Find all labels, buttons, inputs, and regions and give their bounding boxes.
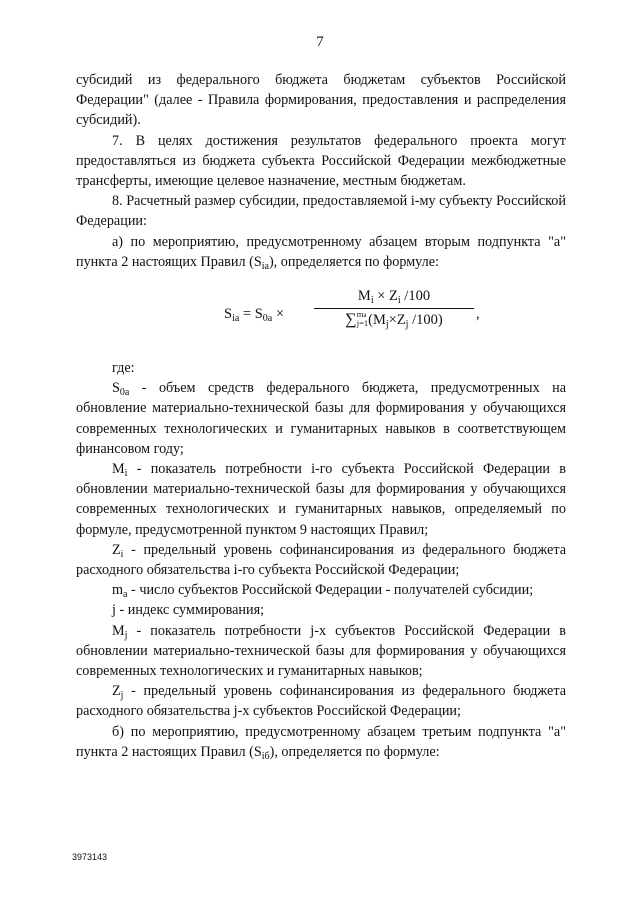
paragraph-text: 8. Расчетный размер субсидии, предоставляемой i-му субъекту Российской Федерации:: [76, 193, 566, 230]
superscript: m: [356, 309, 364, 320]
subscript: 0a: [119, 387, 130, 399]
fraction-denominator: [314, 309, 474, 330]
paragraph-text: а) по мероприятию, предусмотренному абзацем вторым подпункта "а" пункта 2 настоящих Правил (S: [76, 233, 566, 270]
subscript: j: [385, 319, 389, 331]
definition-symbol: m: [112, 582, 124, 599]
definition-zi: [76, 540, 566, 580]
formula-symbol: × Z: [373, 288, 398, 305]
definition-mi: [76, 459, 566, 540]
subscript: j: [124, 629, 128, 641]
definition-text: - показатель потребности j-х субъектов Российской Федерации в обновлении материально-технической базы для формирования у обучающихся современных технологических и гуманитарных навыков;: [76, 622, 566, 680]
subscript: 0a: [262, 313, 273, 325]
formula-symbol: M: [357, 288, 371, 305]
paragraph-text: субсидий из федерального бюджета бюджетам субъектов Российской Федерации" (далее - Правила формирования, предоставления и распределения субсидий).: [76, 72, 566, 129]
definition-text: - число субъектов Российской Федерации - получателей субсидии;: [127, 582, 534, 599]
formula-symbol: ×: [272, 306, 285, 323]
subparagraph-b: [76, 722, 566, 762]
definition-symbol: S: [112, 380, 120, 397]
subscript: i: [120, 548, 124, 560]
page-number: 7: [316, 34, 324, 50]
subscript: a: [123, 589, 128, 601]
formula-symbol: ×Z: [388, 312, 406, 329]
formula-lhs: [224, 304, 284, 324]
formula-symbol: = S: [239, 306, 263, 323]
superscript-sub: a: [363, 311, 367, 320]
subscript: i: [397, 295, 401, 307]
definition-symbol: M: [112, 622, 125, 639]
definition-ma: [76, 580, 566, 600]
formula-sia: [76, 282, 566, 344]
formula-comma: ,: [476, 306, 480, 323]
definition-text: - предельный уровень софинансирования из федерального бюджета расходного обязательства i-го субъекта Российской Федерации;: [76, 541, 566, 579]
paragraph-text: ), определяется по формуле:: [269, 743, 440, 760]
formula-symbol: (M: [368, 312, 386, 329]
where-label: [76, 358, 566, 378]
formula-symbol: S: [224, 306, 233, 323]
sum-limits: [357, 310, 368, 327]
definition-text: j - индекс суммирования;: [112, 602, 265, 619]
document-code: 3973143: [72, 852, 108, 862]
definition-symbol: Z: [112, 541, 121, 558]
paragraph-text: ), определяется по формуле:: [268, 253, 439, 270]
subscript: j: [405, 319, 409, 331]
fraction-numerator: [314, 286, 474, 309]
definition-text: - показатель потребности i-го субъекта Российской Федерации в обновлении материально-технической базы для формирования у обучающихся современных технологических и гуманитарных навыков, определяемый по формуле, предусмотренной пунктом 9 настоящих Правил;: [76, 461, 566, 538]
paragraph-continuation: [76, 70, 566, 131]
definition-text: - предельный уровень софинансирования из федерального бюджета расходного обязательства j-х субъектов Российской Федерации;: [76, 683, 566, 720]
paragraph-text: где:: [112, 360, 135, 377]
formula-symbol: /100): [408, 312, 443, 329]
paragraph-7: [76, 131, 566, 192]
subscript: i: [370, 295, 374, 307]
definition-symbol: M: [112, 461, 125, 478]
definition-zj: [76, 681, 566, 721]
sum-symbol: ∑: [345, 311, 357, 329]
document-body: [76, 70, 566, 762]
subscript: ia: [261, 260, 269, 272]
sum-lower-limit: j=1: [356, 318, 369, 329]
definition-s0a: [76, 378, 566, 459]
subscript: i: [124, 468, 128, 480]
subscript: ia: [232, 313, 240, 325]
definition-mj: [76, 621, 566, 682]
definition-text: - объем средств федерального бюджета, предусмотренных на обновление материально-технической базы для формирования у обучающихся современных технологических и гуманитарных навыков в соответствующем финансовом году;: [76, 380, 566, 457]
paragraph-8: [76, 191, 566, 231]
subparagraph-a: [76, 232, 566, 272]
definition-j: [76, 600, 566, 620]
definition-symbol: Z: [112, 683, 121, 700]
formula-fraction: [314, 286, 474, 330]
subscript: iб: [261, 750, 270, 762]
formula-symbol: /100: [400, 288, 431, 305]
subscript: j: [120, 690, 124, 702]
paragraph-text: б) по мероприятию, предусмотренному абзацем третьим подпункта "а" пункта 2 настоящих Правил (S: [76, 723, 566, 760]
paragraph-text: 7. В целях достижения результатов федерального проекта могут предоставляться из бюджета субъекта Российской Федерации межбюджетные трансферты, имеющие целевое назначение, местным бюджетам.: [76, 132, 566, 190]
